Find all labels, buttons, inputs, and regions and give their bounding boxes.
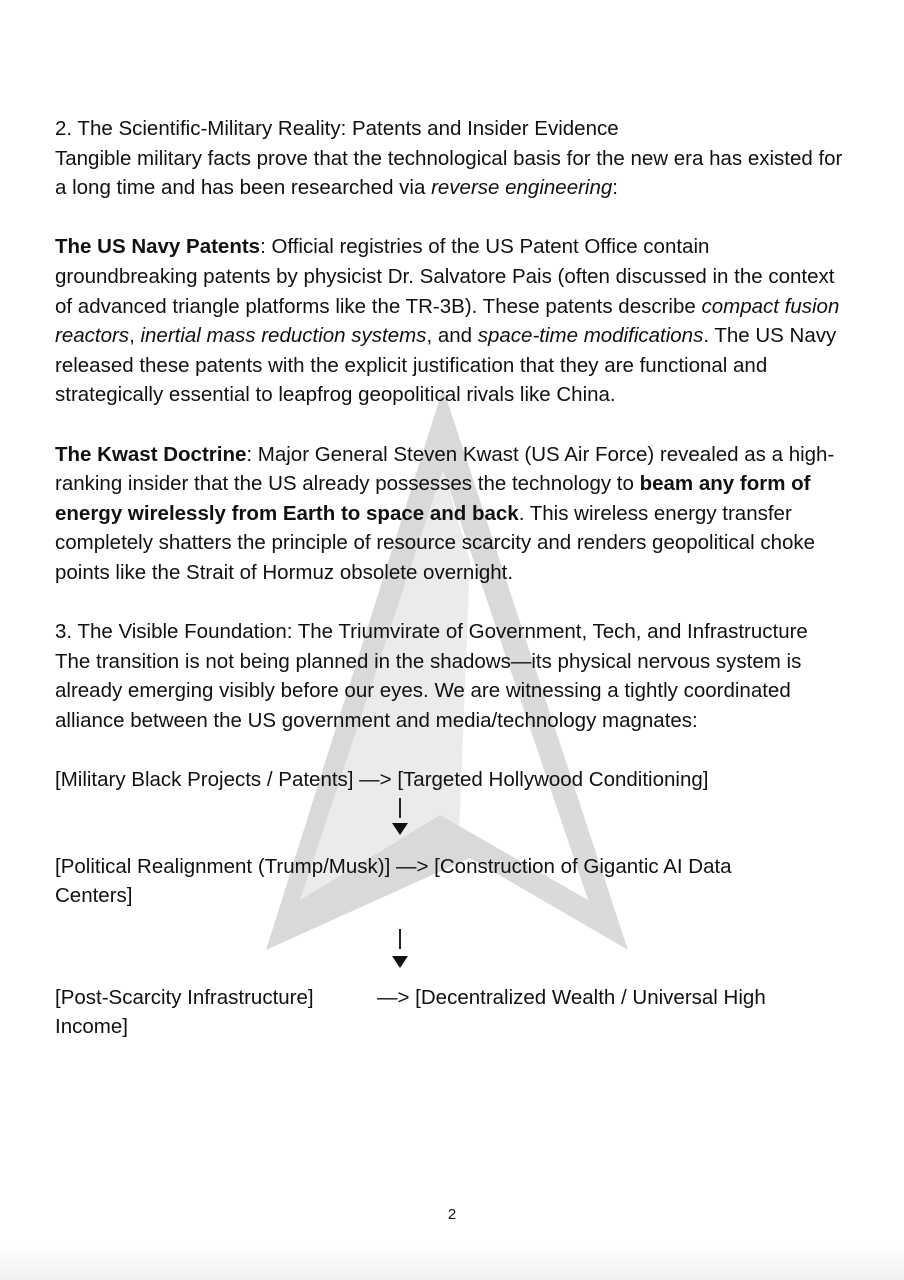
kwast-text-2: . This wireless energy transfer completely shatters the principle of resource scarcity and renders geopolitical choke points like the Strait of Hormuz obsolete overnight. <box>55 501 816 584</box>
flow-row-3-continued <box>55 1012 855 1042</box>
flow-connector-line <box>399 929 401 949</box>
kwast-doctrine-title: The Kwast Doctrine <box>55 442 247 466</box>
flow-row-2 <box>55 852 855 882</box>
section2-intro-end: : <box>612 176 618 200</box>
navy-patents-paragraph <box>55 232 855 410</box>
kwast-text-1: : Major General Steven Kwast (US Air Force) revealed as a high-ranking insider that the US already possesses the technology to <box>55 442 835 496</box>
navy-text-2: , <box>129 324 141 348</box>
flow-row-1-text: [Military Black Projects / Patents] —> [Targeted Hollywood Conditioning] <box>55 768 709 792</box>
section2-intro <box>55 144 855 203</box>
flow-row-3 <box>55 983 855 1013</box>
flow-connector-line <box>399 798 401 818</box>
section3-body: The transition is not being planned in the shadows—its physical nervous system is already emerging visibly before our eyes. We are witnessing a tightly coordinated alliance between the US government and media/technology magnates: <box>55 649 802 732</box>
section2-heading: 2. The Scientific-Military Reality: Patents and Insider Evidence <box>55 117 619 140</box>
flow-row-2-continued <box>55 881 855 911</box>
flow-row-2-wrap: Centers] <box>55 884 133 908</box>
navy-text-3: , and <box>426 324 478 348</box>
section3-heading: 3. The Visible Foundation: The Triumvirate of Government, Tech, and Infrastructure <box>55 620 808 644</box>
flow-connector-1 <box>55 795 855 852</box>
page-number: 2 <box>447 1206 457 1223</box>
kwast-doctrine-paragraph <box>55 440 855 588</box>
navy-emphasis-inertial: inertial mass reduction systems <box>140 324 427 348</box>
navy-text-1: : Official registries of the US Patent Office contain groundbreaking patents by physicist Dr. Salvatore Pais (often discussed in the context of advanced triangle platforms like the TR-3B). These patents describe <box>55 235 835 318</box>
page-bottom-edge <box>0 1246 904 1280</box>
navy-patents-title: The US Navy Patents <box>55 235 261 259</box>
kwast-bold-claim: beam any form of energy wirelessly from Earth to space and back <box>55 472 811 525</box>
section2-intro-emphasis: reverse engineering <box>431 176 613 200</box>
flow-row-3-right: —> [Decentralized Wealth / Universal High <box>377 985 766 1009</box>
document-body <box>55 114 855 1042</box>
flow-row-2-text: [Political Realignment (Trump/Musk)] —> [Construction of Gigantic AI Data <box>55 854 732 878</box>
navy-emphasis-spacetime: space-time modifications <box>477 324 704 348</box>
flow-row-1 <box>55 765 855 795</box>
section2-intro-text: Tangible military facts prove that the technological basis for the new era has existed for a long time and has been researched via <box>55 146 843 200</box>
arrow-down-icon <box>392 956 408 968</box>
navy-emphasis-fusion: compact fusion reactors <box>55 294 840 348</box>
flow-connector-2 <box>55 911 855 969</box>
flow-row-3-wrap: Income] <box>55 1015 128 1039</box>
navy-text-4: . The US Navy released these patents with the explicit justification that they are functional and strategically essential to leapfrog geopolitical rivals like China. <box>55 324 837 407</box>
flow-row-3-left: [Post-Scarcity Infrastructure] <box>55 985 314 1009</box>
arrow-down-icon <box>392 823 408 835</box>
